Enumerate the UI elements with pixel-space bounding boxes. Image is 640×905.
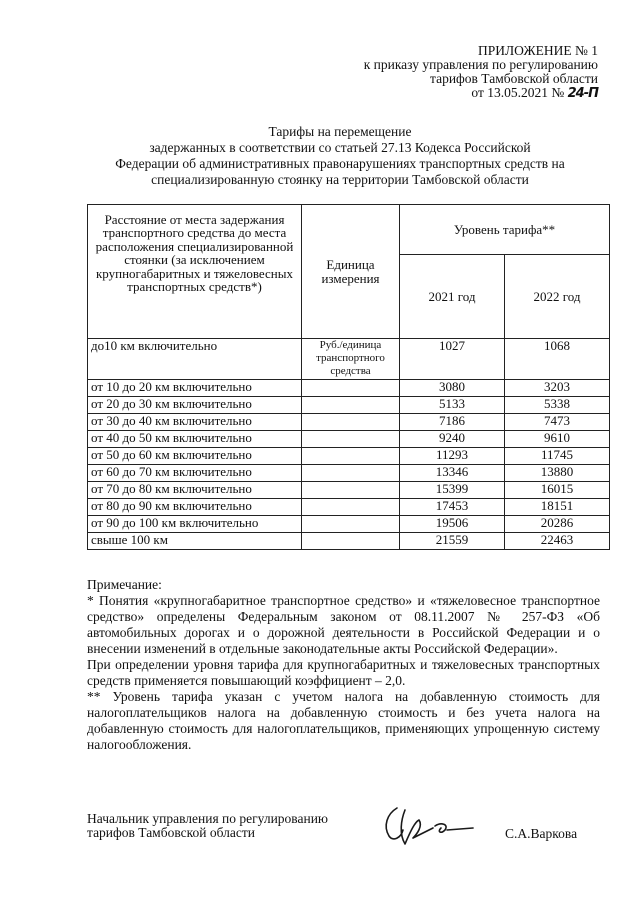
appendix-ref-line: тарифов Тамбовской области	[430, 71, 598, 86]
row-distance: от 10 до 20 км включительно	[88, 380, 302, 397]
appendix-ref-line: к приказу управления по регулированию	[363, 57, 598, 72]
notes-heading: Примечание:	[87, 577, 162, 592]
row-value-2021: 21559	[400, 533, 505, 550]
title-line: Тарифы на перемещение	[268, 124, 412, 139]
row-distance: свыше 100 км	[88, 533, 302, 550]
table-row	[88, 380, 610, 397]
appendix-date: от 13.05.2021 №	[471, 85, 565, 100]
appendix-title: ПРИЛОЖЕНИЕ № 1	[477, 43, 598, 58]
row-value-2022: 11745	[505, 448, 610, 465]
row-unit-empty	[302, 397, 400, 414]
row-distance: до10 км включительно	[88, 339, 302, 380]
tariff-table	[87, 204, 610, 550]
table-row	[88, 414, 610, 431]
row-value-2022: 18151	[505, 499, 610, 516]
note-vat: ** Уровень тарифа указан с учетом налога на добавленную стоимость для налогоплательщиков налога на добавленную стоимость и без учета налога на добавленную стоимость для налогоплательщиков, применяющих упрощенную систему налогообложения.	[87, 689, 600, 752]
table-row	[88, 465, 610, 482]
row-distance: от 80 до 90 км включительно	[88, 499, 302, 516]
row-distance: от 40 до 50 км включительно	[88, 431, 302, 448]
table-row	[88, 516, 610, 533]
row-value-2022: 7473	[505, 414, 610, 431]
title-line: специализированную стоянку на территории Тамбовской области	[151, 172, 529, 187]
row-value-2021: 15399	[400, 482, 505, 499]
table-row	[88, 482, 610, 499]
row-distance: от 30 до 40 км включительно	[88, 414, 302, 431]
row-value-2021: 5133	[400, 397, 505, 414]
title-line: задержанных в соответствии со статьей 27.13 Кодекса Российской	[149, 140, 531, 155]
signer-position-line: тарифов Тамбовской области	[87, 825, 255, 840]
row-value-2021: 3080	[400, 380, 505, 397]
row-unit-empty	[302, 431, 400, 448]
row-unit-empty	[302, 482, 400, 499]
row-value-2022: 13880	[505, 465, 610, 482]
row-value-2022: 3203	[505, 380, 610, 397]
appendix-header	[330, 44, 598, 101]
handwritten-signature	[375, 800, 485, 850]
document-title	[80, 124, 600, 188]
row-value-2021: 9240	[400, 431, 505, 448]
note-coefficient: При определении уровня тарифа для крупногабаритных и тяжеловесных транспортных средств применяется повышающий коэффициент – 2,0.	[87, 657, 600, 688]
row-value-2022: 9610	[505, 431, 610, 448]
row-unit-empty	[302, 499, 400, 516]
table-row	[88, 499, 610, 516]
table-row	[88, 339, 610, 380]
row-unit-empty	[302, 465, 400, 482]
note-oversize-definition: * Понятия «крупногабаритное транспортное средство» и «тяжеловесное транспортное средство» определены Федеральным законом от 08.11.2007 № 257-ФЗ «Об автомобильных дорогах и о дорожной деятельности в Российской Федерации и о внесении изменений в отдельные законодательные акты Российской Федерации».	[87, 593, 600, 656]
row-value-2022: 5338	[505, 397, 610, 414]
table-row	[88, 431, 610, 448]
title-line: Федерации об административных правонарушениях транспортных средств на	[115, 156, 565, 171]
row-distance: от 50 до 60 км включительно	[88, 448, 302, 465]
row-distance: от 90 до 100 км включительно	[88, 516, 302, 533]
table-row	[88, 533, 610, 550]
header-tariff-level: Уровень тарифа**	[400, 205, 610, 255]
row-value-2021: 13346	[400, 465, 505, 482]
header-unit: Единица измерения	[302, 205, 400, 339]
row-unit-empty	[302, 414, 400, 431]
header-distance: Расстояние от места задержания транспортного средства до места расположения специализированной стоянки (за исключением крупногабаритных и тяжеловесных транспортных средств*)	[88, 205, 302, 339]
row-value-2022: 16015	[505, 482, 610, 499]
table-row	[88, 397, 610, 414]
row-unit-empty	[302, 516, 400, 533]
row-unit-empty	[302, 448, 400, 465]
row-value-2022: 20286	[505, 516, 610, 533]
row-value-2022: 1068	[505, 339, 610, 380]
row-distance: от 60 до 70 км включительно	[88, 465, 302, 482]
signer-position-line: Начальник управления по регулированию	[87, 811, 329, 826]
row-value-2021: 19506	[400, 516, 505, 533]
row-value-2022: 22463	[505, 533, 610, 550]
row-distance: от 70 до 80 км включительно	[88, 482, 302, 499]
signer-name: С.А.Варкова	[505, 826, 578, 841]
header-year-2022: 2022 год	[505, 254, 610, 338]
table-header-row	[88, 205, 610, 255]
header-year-2021: 2021 год	[400, 254, 505, 338]
row-unit-empty	[302, 380, 400, 397]
notes-section	[87, 577, 600, 753]
row-value-2021: 1027	[400, 339, 505, 380]
row-value-2021: 7186	[400, 414, 505, 431]
row-value-2021: 17453	[400, 499, 505, 516]
signer-position	[87, 812, 367, 840]
table-row	[88, 448, 610, 465]
row-unit-empty	[302, 533, 400, 550]
handwritten-order-number: 24-П	[567, 86, 598, 101]
row-value-2021: 11293	[400, 448, 505, 465]
row-unit: Руб./единица транспортного средства	[302, 339, 400, 380]
row-distance: от 20 до 30 км включительно	[88, 397, 302, 414]
appendix-date-line	[330, 86, 598, 101]
